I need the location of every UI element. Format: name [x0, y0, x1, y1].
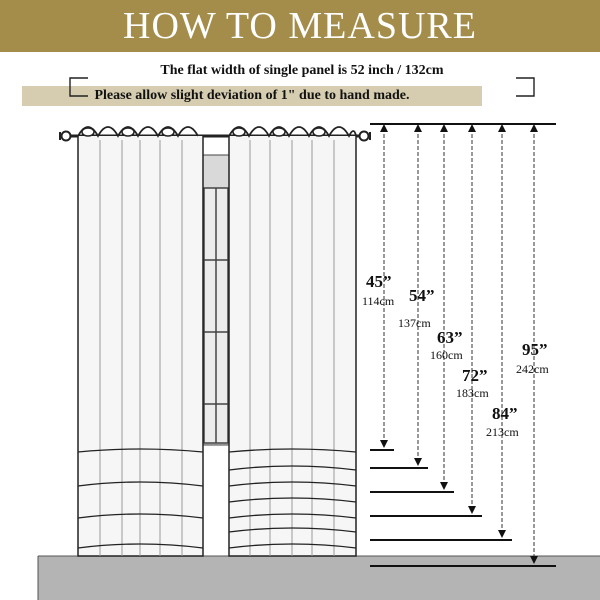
- measure-84-inch: 84”: [492, 404, 518, 423]
- measure-72-inch: 72”: [462, 366, 488, 385]
- page-title: HOW TO MEASURE: [123, 5, 477, 47]
- measure-54-inch: 54”: [409, 286, 435, 305]
- note-bracket-right: [516, 78, 534, 96]
- note-bracket-left: [70, 78, 88, 96]
- deviation-note: Please allow slight deviation of 1" due to hand made.: [22, 86, 482, 106]
- measure-45-inch: 45”: [366, 272, 392, 291]
- measure-63-cm: 160cm: [430, 348, 463, 362]
- curtain-panel-right: [229, 127, 356, 556]
- measure-95-inch: 95”: [522, 340, 548, 359]
- measure-95-cm: 242cm: [516, 362, 549, 376]
- measure-45-cm: 114cm: [362, 294, 395, 308]
- width-note-text: The flat width of single panel is 52 inch / 132cm: [160, 63, 444, 78]
- floor: [38, 556, 600, 600]
- measure-63-inch: 63”: [437, 328, 463, 347]
- measure-72-cm: 183cm: [456, 386, 489, 400]
- curtain-panel-left: [78, 127, 203, 556]
- measure-54-cm: 137cm: [398, 316, 431, 330]
- measure-84-cm: 213cm: [486, 425, 519, 439]
